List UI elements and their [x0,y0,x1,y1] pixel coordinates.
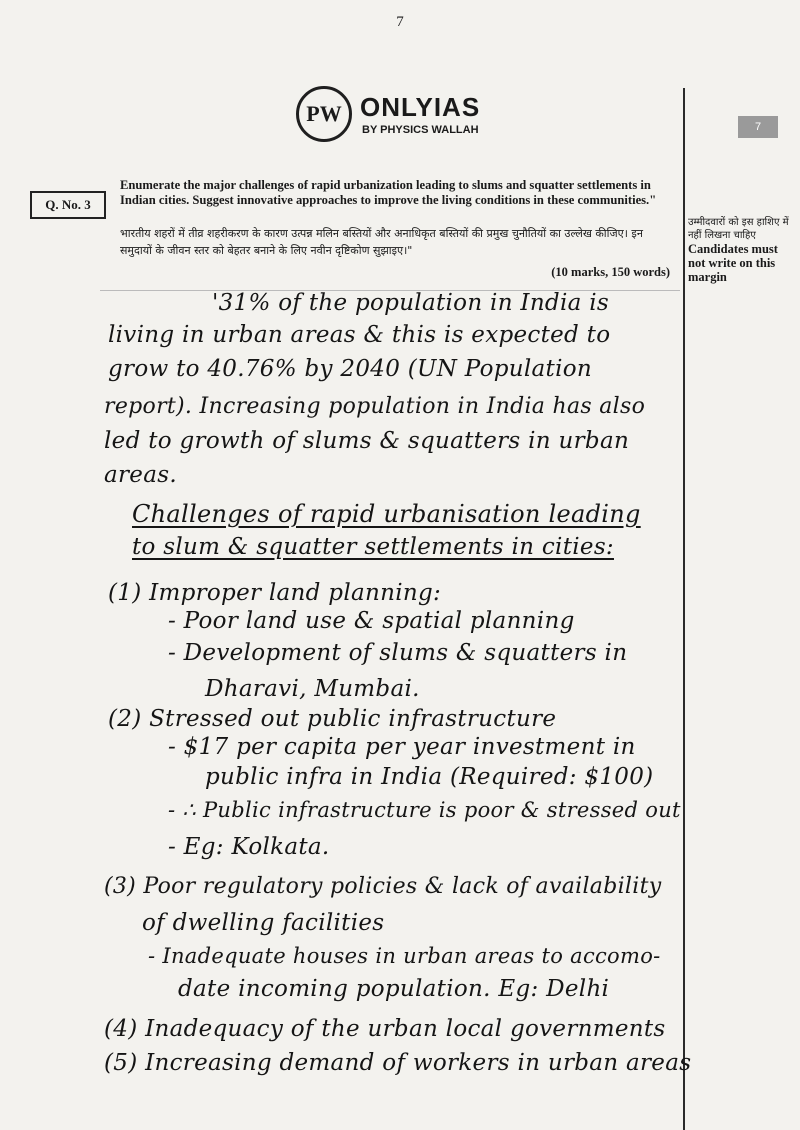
answer-subpoint: - Inadequate houses in urban areas to accomo- [148,944,661,968]
answer-heading: Challenges of rapid urbanisation leading [132,500,641,528]
pw-logo-icon: PW [296,86,352,142]
answer-point: (2) Stressed out public infrastructure [108,706,557,732]
page-number: 7 [396,14,404,30]
answer-line: report). Increasing population in India has also [104,394,646,419]
page-stamp: 7 [738,116,778,138]
answer-point: (5) Increasing demand of workers in urban areas [104,1050,692,1076]
answer-heading: to slum & squatter settlements in cities: [132,534,614,560]
margin-note-english: Candidates must not write on this margin [688,242,778,284]
answer-subpoint: - Eg: Kolkata. [168,834,330,860]
margin-note [688,216,796,284]
answer-point: of dwelling facilities [142,910,385,936]
answer-subpoint: - $17 per capita per year investment in [168,734,636,760]
question-marks: (10 marks, 150 words) [551,265,670,279]
answer-line: living in urban areas & this is expected to [108,322,611,348]
answer-subpoint: - Development of slums & squatters in [168,640,628,666]
answer-line: areas. [104,462,177,488]
answer-point: (1) Improper land planning: [108,580,442,606]
margin-note-hindi: उम्मीदवारों को इस हाशिए में नहीं लिखना चाहिए [688,217,789,241]
margin-divider [683,88,685,1130]
question-english: Enumerate the major challenges of rapid urbanization leading to slums and squatter settlements in Indian cities. Suggest innovative approaches to improve the living conditions in these communities." [120,178,657,207]
answer-point: (4) Inadequacy of the urban local governments [104,1016,666,1042]
brand-logo [296,86,526,150]
brand-tagline: BY PHYSICS WALLAH [362,124,479,136]
answer-subpoint: Dharavi, Mumbai. [205,676,420,702]
question-hindi: भारतीय शहरों में तीव्र शहरीकरण के कारण उत्पन्न मलिन बस्तियों और अनाधिकृत बस्तियों की प्रमुख चुनौतियों का उल्लेख कीजिए। इन समुदायों के जीवन स्तर को बेहतर बनाने के लिए नवीन दृष्टिकोण सुझाइए।" [120,227,643,257]
answer-subpoint: public infra in India (Required: $100) [205,764,654,790]
answer-subpoint: date incoming population. Eg: Delhi [178,976,610,1002]
question-number: Q. No. 3 [30,191,106,219]
answer-line: '31% of the population in India is [212,290,609,316]
answer-subpoint: - ∴ Public infrastructure is poor & stressed out [168,798,681,822]
answer-point: (3) Poor regulatory policies & lack of availability [104,874,662,899]
answer-subpoint: - Poor land use & spatial planning [168,608,575,634]
answer-line: led to growth of slums & squatters in urban [104,428,630,454]
answer-line: grow to 40.76% by 2040 (UN Population [108,356,592,382]
brand-name: ONLYIAS [360,92,481,122]
